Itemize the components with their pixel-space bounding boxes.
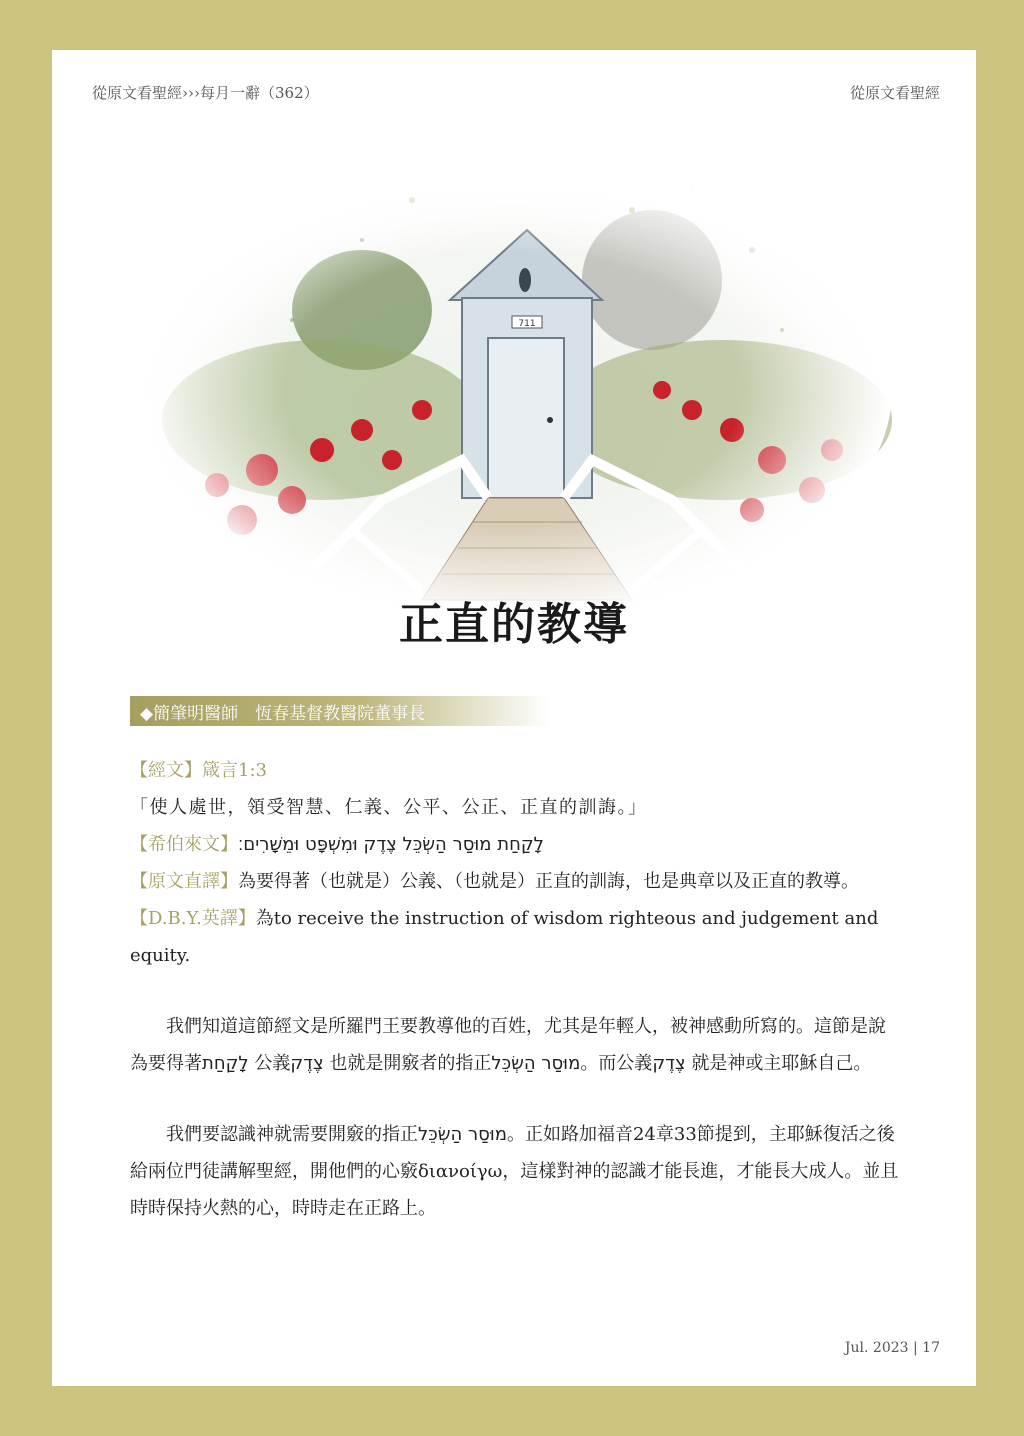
hebrew-line <box>130 826 900 863</box>
paragraph-1-text-a: 我們知道這節經文是所羅門王要教導他的百姓，尤其是年輕人，被神感動所寫的。這節是說為要得著 <box>130 1016 886 1074</box>
literal-text: 為要得著（也就是）公義、（也就是）正直的訓誨，也是典章以及正直的教導。 <box>238 871 859 892</box>
hebrew-label: 【希伯來文】 <box>130 834 238 855</box>
literal-translation <box>130 863 900 900</box>
scripture-line <box>130 752 900 789</box>
paragraph-1-text-c: 也就是開竅者的指正 <box>323 1053 492 1074</box>
literal-label: 【原文直譯】 <box>130 871 238 892</box>
dby-label: 【D.B.Y.英譯】 <box>130 908 256 929</box>
article-title: 正直的教導 <box>399 599 629 650</box>
author-byline <box>130 696 550 726</box>
page <box>52 50 976 1386</box>
cottage-illustration <box>132 130 892 610</box>
paragraph-1-hebrew-d: צֶדֶק <box>652 1053 686 1074</box>
page-folio: Jul. 2023 | 17 <box>844 1340 940 1356</box>
paragraph-2 <box>130 1116 900 1227</box>
hebrew-text: לָקַחַת מוּסַר הַשְׂכֵּל צֶדֶק וּמִשְׁפָּט וּמֵשָׁרִים׃ <box>238 834 544 855</box>
scripture-label: 【經文】 <box>130 760 202 781</box>
paragraph-1-hebrew-a: לָקַחַת <box>202 1053 249 1074</box>
running-header-right: 從原文看聖經 <box>849 84 940 102</box>
author-byline-text: ◆簡肇明醫師 恆春基督教醫院董事長 <box>140 703 426 724</box>
paragraph-2-text-a: 我們要認識神就需要開竅的指正 <box>166 1124 418 1145</box>
paragraph-1-text-b: 公義 <box>248 1053 291 1074</box>
paragraph-1-text-e: 就是神或主耶穌自己。 <box>685 1053 872 1074</box>
paragraph-1-hebrew-c: מוּסַר הַשְׂכֵּל <box>491 1053 581 1074</box>
scripture-quote: 「使人處世，領受智慧、仁義、公平、公正、正直的訓誨。」 <box>130 797 648 818</box>
scripture-reference: 箴言1:3 <box>202 760 267 781</box>
running-header-left: 從原文看聖經›››每月一辭（362） <box>92 84 319 102</box>
article-body <box>130 752 900 1227</box>
paragraph-1-text-d: 。而公義 <box>580 1053 653 1074</box>
dby-translation <box>130 900 900 974</box>
dby-text: 為to receive the instruction of wisdom righteous and judgement and equity. <box>130 908 879 966</box>
paragraph-2-text-b: 。正如路加福音24章33節提到，主耶穌復活之後給兩位門徒講解聖經，開他們的心竅διανοίγω，這樣對神的認識才能長進，才能長大成人。並且時時保持火熱的心，時時走在正路上。 <box>130 1124 899 1219</box>
paragraph-1-hebrew-b: צֶדֶק <box>290 1053 324 1074</box>
paragraph-2-hebrew-a: מוּסַר הַשְׂכֵּל <box>418 1124 507 1145</box>
paragraph-1 <box>130 1008 900 1082</box>
